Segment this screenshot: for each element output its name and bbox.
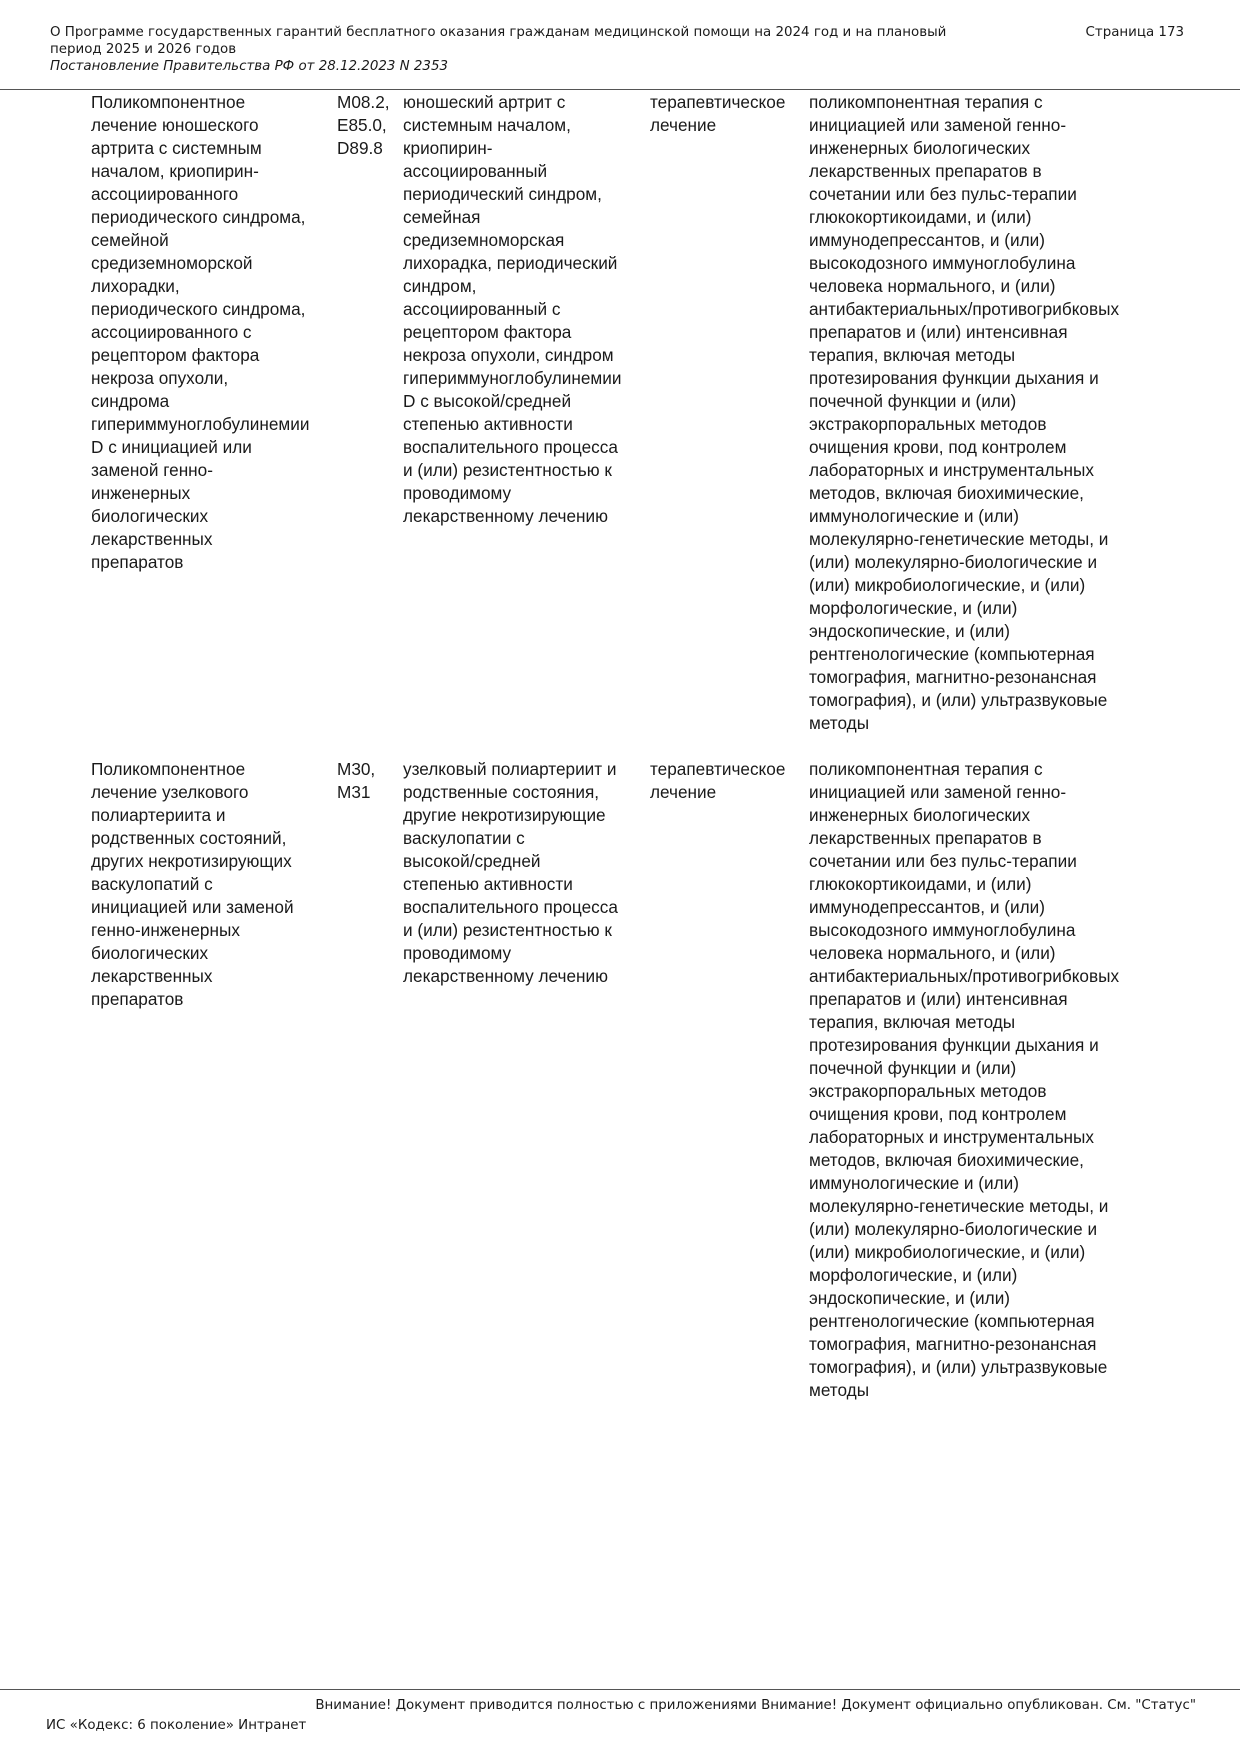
cell-text-line: препаратов (91, 552, 184, 572)
cell-text-line: ассоциированного с (91, 322, 252, 342)
cell-text-line: генно-инженерных (91, 920, 240, 940)
header-divider (0, 89, 1240, 90)
treatment-method-cell (809, 91, 1161, 758)
cell-text-line: почечной функции и (или) (809, 1058, 1017, 1078)
cell-text-line: препаратов и (или) интенсивная (809, 322, 1068, 342)
cell-text-line: высокодозного иммуноглобулина (809, 920, 1076, 940)
cell-text-line: инженерных (91, 483, 191, 503)
cell-text-line: D с инициацией или (91, 437, 252, 457)
service-name-cell (91, 758, 337, 1425)
cell-text-line: терапия, включая методы (809, 345, 1016, 365)
cell-text-line: степенью активности (403, 874, 573, 894)
cell-text-line: и (или) резистентностью к (403, 460, 612, 480)
document-subtitle: Постановление Правительства РФ от 28.12.2023 N 2353 (50, 59, 448, 74)
table-body (91, 91, 1161, 1425)
cell-text-line: лабораторных и инструментальных (809, 460, 1094, 480)
cell-text-line: терапевтическое (650, 759, 786, 779)
cell-text-line: Поликомпонентное (91, 92, 246, 112)
cell-text-line: методов, включая биохимические, (809, 483, 1084, 503)
cell-text-line: семейная (403, 207, 481, 227)
cell-text-line: семейной (91, 230, 169, 250)
cell-text-line: препаратов (91, 989, 184, 1009)
cell-text-line: юношеский артрит с (403, 92, 566, 112)
cell-text-line: человека нормального, и (или) (809, 943, 1056, 963)
cell-text-line: ассоциированный с (403, 299, 561, 319)
cell-text-line: лекарственных (91, 966, 213, 986)
cell-text-line: степенью активности (403, 414, 573, 434)
cell-text-line: лечение юношеского (91, 115, 259, 135)
cell-text-line: лекарственному лечению (403, 506, 608, 526)
cell-text-line: (или) микробиологические, и (или) (809, 1242, 1086, 1262)
cell-text-line: артрита с системным (91, 138, 262, 158)
cell-text-line: началом, криопирин- (91, 161, 259, 181)
cell-text-line: молекулярно-генетические методы, и (809, 1196, 1109, 1216)
cell-text-line: человека нормального, и (или) (809, 276, 1056, 296)
cell-text-line: ассоциированный (403, 161, 548, 181)
cell-text-line: другие некротизирующие (403, 805, 606, 825)
cell-text-line: некроза опухоли, (91, 368, 229, 388)
cell-text-line: воспалительного процесса (403, 897, 618, 917)
cell-text-line: гипериммуноглобулинемии (91, 414, 310, 434)
cell-text-line: глюкокортикоидами, и (или) (809, 207, 1032, 227)
cell-text-line: лечение (650, 782, 717, 802)
cell-text-line: периодического синдрома, (91, 207, 306, 227)
service-name-cell (91, 91, 337, 758)
footer-notice: Внимание! Документ приводится полностью с приложениями Внимание! Документ официально опубликован. См. "Статус" (315, 1698, 1196, 1713)
cell-text-line: антибактериальных/противогрибковых (809, 966, 1120, 986)
treatment-type-cell (650, 758, 809, 1425)
cell-text-line: проводимому (403, 943, 512, 963)
cell-text-line: высокодозного иммуноглобулина (809, 253, 1076, 273)
cell-text-line: E85.0, (337, 115, 387, 135)
cell-text-line: поликомпонентная терапия с (809, 92, 1043, 112)
document-title-line: О Программе государственных гарантий бесплатного оказания гражданам медицинской помощи на 2024 год и на плановый (50, 25, 947, 40)
cell-text-line: иммунодепрессантов, и (или) (809, 230, 1045, 250)
treatment-table (91, 91, 1161, 1425)
cell-text-line: эндоскопические, и (или) (809, 621, 1011, 641)
cell-text-line: лечение (650, 115, 717, 135)
cell-text-line: лабораторных и инструментальных (809, 1127, 1094, 1147)
cell-text-line: морфологические, и (или) (809, 1265, 1018, 1285)
footer-divider (0, 1689, 1240, 1690)
cell-text-line: D с высокой/средней (403, 391, 572, 411)
cell-text-line: рецептором фактора (403, 322, 572, 342)
cell-text-line: терапия, включая методы (809, 1012, 1016, 1032)
cell-text-line: иммунологические и (или) (809, 506, 1019, 526)
cell-text-line: гипериммуноглобулинемии (403, 368, 622, 388)
cell-text-line: томография, магнитно-резонансная (809, 667, 1097, 687)
cell-text-line: очищения крови, под контролем (809, 437, 1067, 457)
cell-text-line: M30, (337, 759, 376, 779)
cell-text-line: лекарственному лечению (403, 966, 608, 986)
cell-text-line: томография), и (или) ультразвуковые (809, 690, 1108, 710)
cell-text-line: очищения крови, под контролем (809, 1104, 1067, 1124)
cell-text-line: лечение узелкового (91, 782, 249, 802)
cell-text-line: и (или) резистентностью к (403, 920, 612, 940)
document-title (50, 24, 1040, 58)
cell-text-line: поликомпонентная терапия с (809, 759, 1043, 779)
cell-text-line: методов, включая биохимические, (809, 1150, 1084, 1170)
cell-text-line: синдрома (91, 391, 170, 411)
footer-system: ИС «Кодекс: 6 поколение» Интранет (46, 1718, 307, 1733)
cell-text-line: лихорадки, (91, 276, 180, 296)
cell-text-line: биологических (91, 943, 209, 963)
cell-text-line: системным началом, (403, 115, 571, 135)
cell-text-line: M31 (337, 782, 371, 802)
icd-code-cell (337, 91, 403, 758)
treatment-method-cell (809, 758, 1161, 1425)
cell-text-line: эндоскопические, и (или) (809, 1288, 1011, 1308)
cell-text-line: высокой/средней (403, 851, 541, 871)
cell-text-line: инициацией или заменой генно- (809, 115, 1067, 135)
cell-text-line: инженерных биологических (809, 138, 1031, 158)
patient-model-cell (403, 91, 650, 758)
cell-text-line: инициацией или заменой (91, 897, 294, 917)
cell-text-line: средиземноморская (403, 230, 565, 250)
cell-text-line: родственных состояний, (91, 828, 287, 848)
document-title-line: период 2025 и 2026 годов (50, 42, 237, 57)
cell-text-line: методы (809, 713, 870, 733)
cell-text-line: томография), и (или) ультразвуковые (809, 1357, 1108, 1377)
cell-text-line: морфологические, и (или) (809, 598, 1018, 618)
cell-text-line: васкулопатии с (403, 828, 525, 848)
cell-text-line: проводимому (403, 483, 512, 503)
cell-text-line: периодического синдрома, (91, 299, 306, 319)
cell-text-line: периодический синдром, (403, 184, 602, 204)
page-header (50, 24, 1184, 75)
patient-model-cell (403, 758, 650, 1425)
cell-text-line: молекулярно-генетические методы, и (809, 529, 1109, 549)
cell-text-line: экстракорпоральных методов (809, 414, 1047, 434)
cell-text-line: некроза опухоли, синдром (403, 345, 614, 365)
cell-text-line: D89.8 (337, 138, 383, 158)
cell-text-line: глюкокортикоидами, и (или) (809, 874, 1032, 894)
cell-text-line: васкулопатий с (91, 874, 213, 894)
cell-text-line: инженерных биологических (809, 805, 1031, 825)
cell-text-line: инициацией или заменой генно- (809, 782, 1067, 802)
treatment-type-cell (650, 91, 809, 758)
page-number: Страница 173 (1085, 25, 1184, 40)
cell-text-line: других некротизирующих (91, 851, 292, 871)
cell-text-line: лихорадка, периодический (403, 253, 618, 273)
cell-text-line: рентгенологические (компьютерная (809, 644, 1095, 664)
cell-text-line: (или) молекулярно-биологические и (809, 1219, 1098, 1239)
cell-text-line: лекарственных препаратов в (809, 161, 1042, 181)
cell-text-line: лекарственных препаратов в (809, 828, 1042, 848)
cell-text-line: иммунологические и (или) (809, 1173, 1019, 1193)
cell-text-line: ассоциированного (91, 184, 239, 204)
cell-text-line: криопирин- (403, 138, 493, 158)
cell-text-line: экстракорпоральных методов (809, 1081, 1047, 1101)
table-row (91, 758, 1161, 1425)
table-row (91, 91, 1161, 758)
cell-text-line: средиземноморской (91, 253, 253, 273)
cell-text-line: протезирования функции дыхания и (809, 1035, 1099, 1055)
cell-text-line: родственные состояния, (403, 782, 600, 802)
cell-text-line: узелковый полиартериит и (403, 759, 617, 779)
cell-text-line: сочетании или без пульс-терапии (809, 851, 1077, 871)
cell-text-line: Поликомпонентное (91, 759, 246, 779)
icd-code-cell (337, 758, 403, 1425)
cell-text-line: терапевтическое (650, 92, 786, 112)
cell-text-line: рентгенологические (компьютерная (809, 1311, 1095, 1331)
cell-text-line: томография, магнитно-резонансная (809, 1334, 1097, 1354)
cell-text-line: почечной функции и (или) (809, 391, 1017, 411)
cell-text-line: (или) молекулярно-биологические и (809, 552, 1098, 572)
cell-text-line: биологических (91, 506, 209, 526)
cell-text-line: полиартериита и (91, 805, 226, 825)
cell-text-line: препаратов и (или) интенсивная (809, 989, 1068, 1009)
cell-text-line: антибактериальных/противогрибковых (809, 299, 1120, 319)
cell-text-line: (или) микробиологические, и (или) (809, 575, 1086, 595)
cell-text-line: воспалительного процесса (403, 437, 618, 457)
cell-text-line: иммунодепрессантов, и (или) (809, 897, 1045, 917)
cell-text-line: заменой генно- (91, 460, 213, 480)
cell-text-line: M08.2, (337, 92, 390, 112)
cell-text-line: сочетании или без пульс-терапии (809, 184, 1077, 204)
cell-text-line: рецептором фактора (91, 345, 260, 365)
cell-text-line: синдром, (403, 276, 477, 296)
cell-text-line: методы (809, 1380, 870, 1400)
page-footer (46, 1696, 1196, 1736)
cell-text-line: протезирования функции дыхания и (809, 368, 1099, 388)
cell-text-line: лекарственных (91, 529, 213, 549)
